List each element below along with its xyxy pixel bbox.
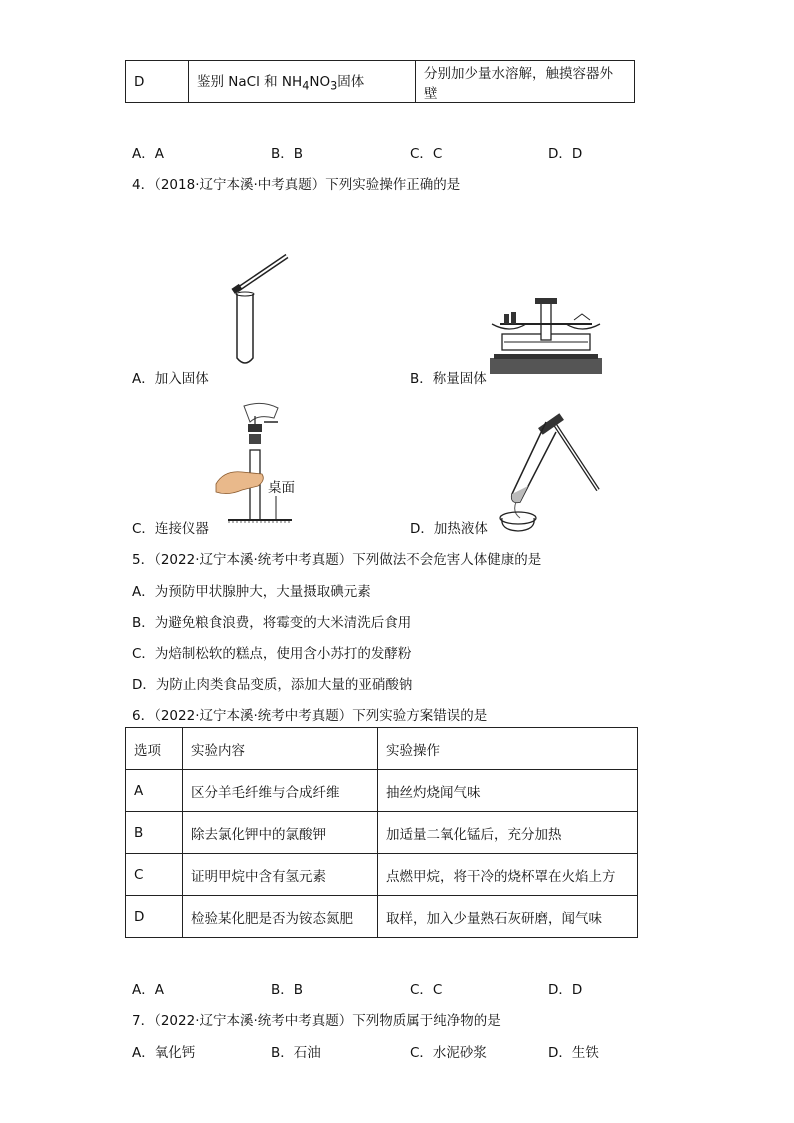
q7-stem: 7．（2022·辽宁本溪·统考中考真题）下列物质属于纯净物的是: [132, 1013, 501, 1029]
subscript: 4: [302, 79, 310, 93]
table-cell: 证明甲烷中含有氢元素: [183, 854, 378, 896]
q4-option-a[interactable]: A．加入固体: [132, 371, 209, 387]
q3-option-d[interactable]: D．D: [548, 146, 583, 162]
table-cell: C: [126, 854, 183, 896]
table-header-cell: 实验操作: [378, 728, 638, 770]
table-cell: 抽丝灼烧闻气味: [378, 770, 638, 812]
q6-option-d[interactable]: D．D: [548, 982, 583, 998]
add-solid-illustration: [225, 250, 295, 370]
q3-table: [125, 60, 635, 103]
table-header-cell: 实验内容: [183, 728, 378, 770]
q4-option-c[interactable]: C．连接仪器: [132, 521, 209, 537]
desktop-label: 桌面: [268, 480, 295, 496]
table-cell: [189, 61, 416, 103]
table-header-cell: 选项: [126, 728, 183, 770]
table-row: [126, 61, 635, 103]
balance-illustration: [490, 296, 605, 378]
q6-table: [125, 727, 638, 938]
table-cell: 取样，加入少量熟石灰研磨，闻气味: [378, 896, 638, 938]
table-cell: B: [126, 812, 183, 854]
q7-option-d[interactable]: D．生铁: [548, 1045, 599, 1061]
q6-option-a[interactable]: A．A: [132, 982, 164, 998]
connect-apparatus-illustration: [212, 400, 294, 525]
table-cell: D: [126, 61, 189, 103]
q7-option-a[interactable]: A．氧化钙: [132, 1045, 196, 1061]
heat-liquid-illustration: [494, 410, 604, 535]
q5-option-b[interactable]: B．为避免粮食浪费，将霉变的大米清洗后食用: [132, 615, 412, 631]
q4-option-d[interactable]: D．加热液体: [410, 521, 488, 537]
table-cell: 检验某化肥是否为铵态氮肥: [183, 896, 378, 938]
table-cell: A: [126, 770, 183, 812]
table-header-row: [126, 728, 638, 770]
table-cell: 分别加少量水溶解，触摸容器外壁: [416, 61, 635, 103]
cell-text: 固体: [337, 74, 365, 91]
table-row: [126, 770, 638, 812]
q3-option-a[interactable]: A．A: [132, 146, 164, 162]
q3-option-b[interactable]: B．B: [271, 146, 304, 162]
table-cell: 区分羊毛纤维与合成纤维: [183, 770, 378, 812]
q6-option-c[interactable]: C．C: [410, 982, 443, 998]
q5-option-d[interactable]: D．为防止肉类食品变质，添加大量的亚硝酸钠: [132, 677, 413, 693]
cell-text: 鉴别 NaCl 和 NH: [197, 74, 303, 91]
q5-stem: 5．（2022·辽宁本溪·统考中考真题）下列做法不会危害人体健康的是: [132, 552, 542, 568]
table-cell: D: [126, 896, 183, 938]
cell-text: NO: [309, 74, 331, 91]
q3-option-c[interactable]: C．C: [410, 146, 443, 162]
table-cell: 除去氯化钾中的氯酸钾: [183, 812, 378, 854]
q5-option-a[interactable]: A．为预防甲状腺肿大，大量摄取碘元素: [132, 584, 371, 600]
table-cell: 点燃甲烷，将干冷的烧杯罩在火焰上方: [378, 854, 638, 896]
q7-option-c[interactable]: C．水泥砂浆: [410, 1045, 487, 1061]
table-row: [126, 896, 638, 938]
table-row: [126, 812, 638, 854]
table-cell: 加适量二氧化锰后，充分加热: [378, 812, 638, 854]
q6-stem: 6．（2022·辽宁本溪·统考中考真题）下列实验方案错误的是: [132, 708, 488, 724]
q6-option-b[interactable]: B．B: [271, 982, 304, 998]
q7-option-b[interactable]: B．石油: [271, 1045, 321, 1061]
q5-option-c[interactable]: C．为焙制松软的糕点，使用含小苏打的发酵粉: [132, 646, 412, 662]
q4-stem: 4．（2018·辽宁本溪·中考真题）下列实验操作正确的是: [132, 177, 461, 193]
subscript: 3: [330, 79, 338, 93]
table-row: [126, 854, 638, 896]
q4-option-b[interactable]: B．称量固体: [410, 371, 487, 387]
